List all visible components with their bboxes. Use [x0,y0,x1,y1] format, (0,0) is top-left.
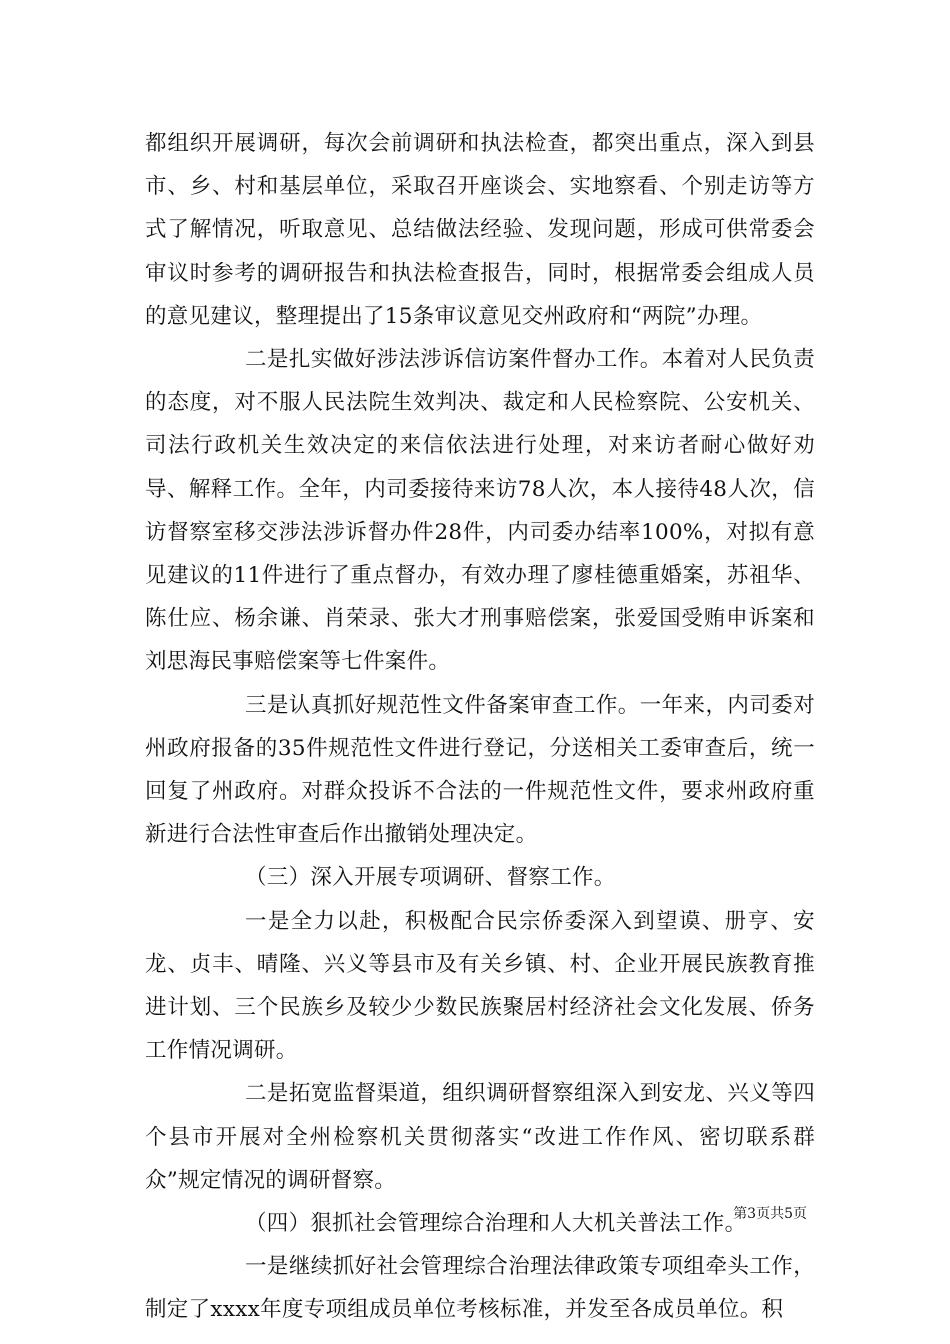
paragraph-ethnic-research: 一是全力以赴，积极配合民宗侨委深入到望谟、册亨、安龙、贞丰、晴隆、兴义等县市及有关乡镇、村、企业开展民族教育推进计划、三个民族乡及较少少数民族聚居村经济社会文化发展、侨务工作情况调研。 [145,908,815,1064]
section-heading-3: （三）深入开展专项调研、督察工作。 [245,865,616,891]
document-body [145,122,815,1332]
page-footer: 第3页共5页 [733,1206,807,1222]
section-heading-4: （四）狠抓社会管理综合治理和人大机关普法工作。 [245,1211,747,1237]
paragraph-continuation: 都组织开展调研，每次会前调研和执法检查，都突出重点，深入到县市、乡、村和基层单位，采取召开座谈会、实地察看、个别走访等方式了解情况，听取意见、总结做法经验、发现问题，形成可供常委会审议时参考的调研报告和执法检查报告，同时，根据常委会组成人员的意见建议，整理提出了15条审议意见交州政府和“两院”办理。 [145,131,815,329]
paragraph-social-management: 一是继续抓好社会管理综合治理法律政策专项组牵头工作，制定了xxxx年度专项组成员单位考核标准，并发至各成员单位。积 [145,1254,815,1323]
paragraph-petition-cases: 二是扎实做好涉法涉诉信访案件督办工作。本着对人民负责的态度，对不服人民法院生效判决、裁定和人民检察院、公安机关、司法行政机关生效决定的来信依法进行处理，对来访者耐心做好劝导、解释工作。全年，内司委接待来访78人次，本人接待48人次，信访督察室移交涉法涉诉督办件28件，内司委办结率100%，对拟有意见建议的11件进行了重点督办，有效办理了廖桂德重婚案，苏祖华、陈仕应、杨余谦、肖荣录、张大才刑事赔偿案，张爱国受贿申诉案和刘思海民事赔偿案等七件案件。 [145,347,815,675]
paragraph-normative-documents: 三是认真抓好规范性文件备案审查工作。一年来，内司委对州政府报备的35件规范性文件进行登记，分送相关工委审查后，统一回复了州政府。对群众投诉不合法的一件规范性文件，要求州政府重新进行合法性审查后作出撤销处理决定。 [145,692,815,848]
paragraph-supervision-channels: 二是拓宽监督渠道，组织调研督察组深入到安龙、兴义等四个县市开展对全州检察机关贯彻落实“改进工作作风、密切联系群众”规定情况的调研督察。 [145,1081,815,1193]
